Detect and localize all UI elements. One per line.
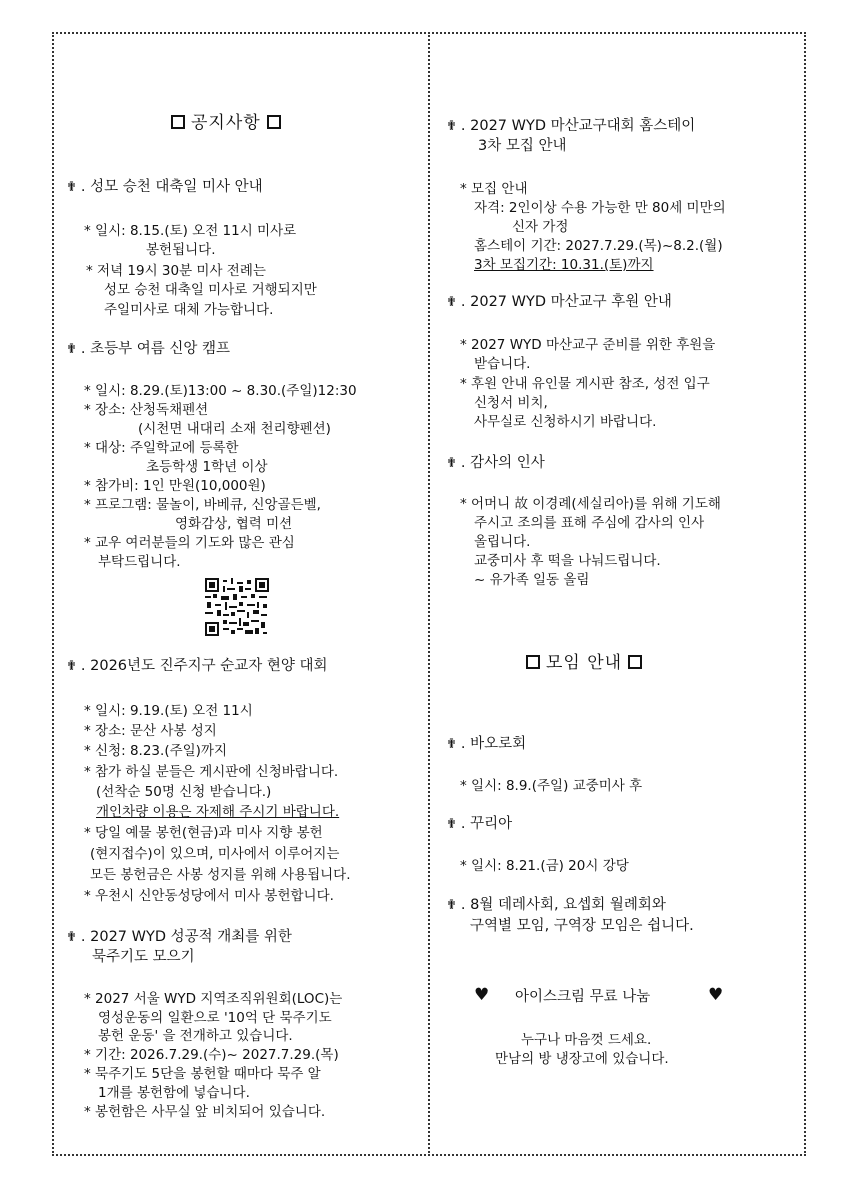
cross-icon: ✟ [66,659,77,674]
cross-icon: ✟ [446,456,457,471]
box-icon [526,655,540,669]
text-line: * 당일 예물 봉헌(현금)과 미사 지향 봉헌 [84,825,323,841]
section-title-text: 2026년도 진주지구 순교자 현양 대회 [90,658,328,674]
cross-icon: ✟ [446,295,457,310]
section-title-text: 초등부 여름 신앙 캠프 [90,341,231,357]
text-line: 영성운동의 일환으로 '10억 단 묵주기도 [98,1010,332,1026]
section-title-text: 2027 WYD 성공적 개최를 위한 [90,929,292,945]
text-line: 사무실로 신청하시기 바랍니다. [474,414,657,430]
text-line: * 기간: 2026.7.29.(수)~ 2027.7.29.(목) [84,1047,339,1063]
section-title-text: 2027 WYD 마산교구 후원 안내 [470,294,672,310]
text-line: 받습니다. [474,356,531,372]
cross-icon: ✟ [446,119,457,134]
section-title-text: 3차 모집 안내 [478,138,567,154]
text-line: * 일시: 8.9.(주일) 교중미사 후 [460,778,643,794]
section-title-rosary: ✟ . 2027 WYD 성공적 개최를 위한 [66,929,292,945]
text-line: * 장소: 문산 사봉 성지 [84,723,217,739]
section-title-text: 2027 WYD 마산교구대회 홈스테이 [470,118,696,134]
text-line: 주일미사로 대체 가능합니다. [104,302,274,318]
text-line: * 일시: 8.15.(토) 오전 11시 미사로 [84,223,297,239]
text-line: ~ 유가족 일동 올림 [474,572,590,588]
text-line-underlined: 3차 모집기간: 10.31.(토)까지 [474,257,654,273]
box-icon [267,115,281,129]
text-line: * 저녁 19시 30분 미사 전례는 [86,263,266,279]
cross-icon: ✟ [446,737,457,752]
qr-code[interactable] [205,578,269,636]
text-line: * 교우 여러분들의 기도와 많은 관심 [84,535,295,551]
text-line: 교중미사 후 떡을 나눠드립니다. [474,553,661,569]
box-icon [628,655,642,669]
section-title-martyrs: ✟ . 2026년도 진주지구 순교자 현양 대회 [66,658,328,674]
section-title-august-meetings: ✟ . 8월 데레사회, 요셉회 월례회와 [446,897,666,913]
cross-icon: ✟ [66,342,77,357]
text-line: * 프로그램: 물놀이, 바베큐, 신앙골든벨, [84,497,321,513]
section-title-summer-camp: ✟ . 초등부 여름 신앙 캠프 [66,341,231,357]
section-title-text: 감사의 인사 [470,455,545,471]
text-line: 성모 승천 대축일 미사로 거행되지만 [104,282,317,298]
text-line: 신자 가정 [512,219,569,235]
section-title-sponsorship: ✟ . 2027 WYD 마산교구 후원 안내 [446,294,672,310]
text-line-underlined: 개인차량 이용은 자제해 주시기 바랍니다. [96,804,340,820]
text-line: 홈스테이 기간: 2027.7.29.(목)~8.2.(월) [474,238,723,254]
text-line: * 일시: 8.21.(금) 20시 강당 [460,858,629,874]
meeting-header-text: 모임 안내 [546,653,623,673]
cross-icon: ✟ [66,180,77,195]
text-line: (선착순 50명 신청 받습니다.) [96,784,272,800]
notice-header-text: 공지사항 [191,113,261,133]
text-line: 1개를 봉헌함에 넣습니다. [98,1085,250,1101]
cross-icon: ✟ [446,898,457,913]
text-line: * 후원 안내 유인물 게시판 참조, 성전 입구 [460,376,710,392]
section-title-text: 8월 데레사회, 요셉회 월례회와 [470,897,666,913]
section-title-text: 꾸리아 [470,816,513,832]
section-title-text: 바오로회 [470,736,527,752]
text-line: 영화감상, 협력 미션 [175,516,293,532]
text-line: * 일시: 9.19.(토) 오전 11시 [84,703,253,719]
section-title-thanks: ✟ . 감사의 인사 [446,455,545,471]
text-line: 모든 봉헌금은 사봉 성지를 위해 사용됩니다. [90,867,351,883]
meeting-header [520,654,648,672]
text-line: * 일시: 8.29.(토)13:00 ~ 8.30.(주일)12:30 [84,383,357,399]
notice-header [165,114,287,132]
text-line: 주시고 조의를 표해 주심에 감사의 인사 [474,515,705,531]
text-line: 만남의 방 냉장고에 있습니다. [495,1051,669,1067]
cross-icon: ✟ [446,817,457,832]
section-title-homestay: ✟ . 2027 WYD 마산교구대회 홈스테이 [446,118,696,134]
section-title-text: 성모 승천 대축일 미사 안내 [90,179,263,195]
text-line: * 신청: 8.23.(주일)까지 [84,743,228,759]
section-title-text: 구역별 모임, 구역장 모임은 쉽니다. [470,918,694,934]
text-line: 봉헌됩니다. [146,242,216,258]
section-title-text: 묵주기도 모으기 [92,949,195,965]
text-line: * 장소: 산청독채펜션 [84,402,209,418]
column-divider [428,32,430,1156]
text-line: 신청서 비치, [474,395,548,411]
text-line: * 봉헌함은 사무실 앞 비치되어 있습니다. [84,1104,326,1120]
text-line: * 대상: 주일학교에 등록한 [84,440,239,456]
heart-icon: ♥ [708,985,724,1005]
icecream-title: 아이스크림 무료 나눔 [515,989,651,1005]
section-title-paul-group: ✟ . 바오로회 [446,736,527,752]
section-title-assumption-mass: ✟ . 성모 승천 대축일 미사 안내 [66,179,263,195]
text-line: 부탁드립니다. [98,554,181,570]
text-line: 자격: 2인이상 수용 가능한 만 80세 미만의 [474,200,726,216]
text-line: * 2027 WYD 마산교구 준비를 위한 후원을 [460,337,716,353]
text-line: * 묵주기도 5단을 봉헌할 때마다 묵주 알 [84,1066,321,1082]
text-line: * 우천시 신안동성당에서 미사 봉헌합니다. [84,888,334,904]
text-line: * 어머니 故 이경례(세실리아)를 위해 기도해 [460,496,721,512]
box-icon [171,115,185,129]
text-line: (현지접수)이 있으며, 미사에서 이루어지는 [90,846,340,862]
text-line: * 참가비: 1인 만원(10,000원) [84,478,266,494]
text-line: 초등학생 1학년 이상 [146,459,268,475]
heart-icon: ♥ [474,985,490,1005]
text-line: * 모집 안내 [460,181,528,197]
text-line: 올립니다. [474,534,531,550]
text-line: (시천면 내대리 소재 천리향펜션) [138,421,331,437]
text-line: 누구나 마음껏 드세요. [521,1032,652,1048]
section-title-curia: ✟ . 꾸리아 [446,816,513,832]
cross-icon: ✟ [66,930,77,945]
text-line: * 참가 하실 분들은 게시판에 신청바랍니다. [84,764,339,780]
text-line: 봉헌 운동' 을 전개하고 있습니다. [98,1028,293,1044]
text-line: * 2027 서울 WYD 지역조직위원회(LOC)는 [84,991,343,1007]
